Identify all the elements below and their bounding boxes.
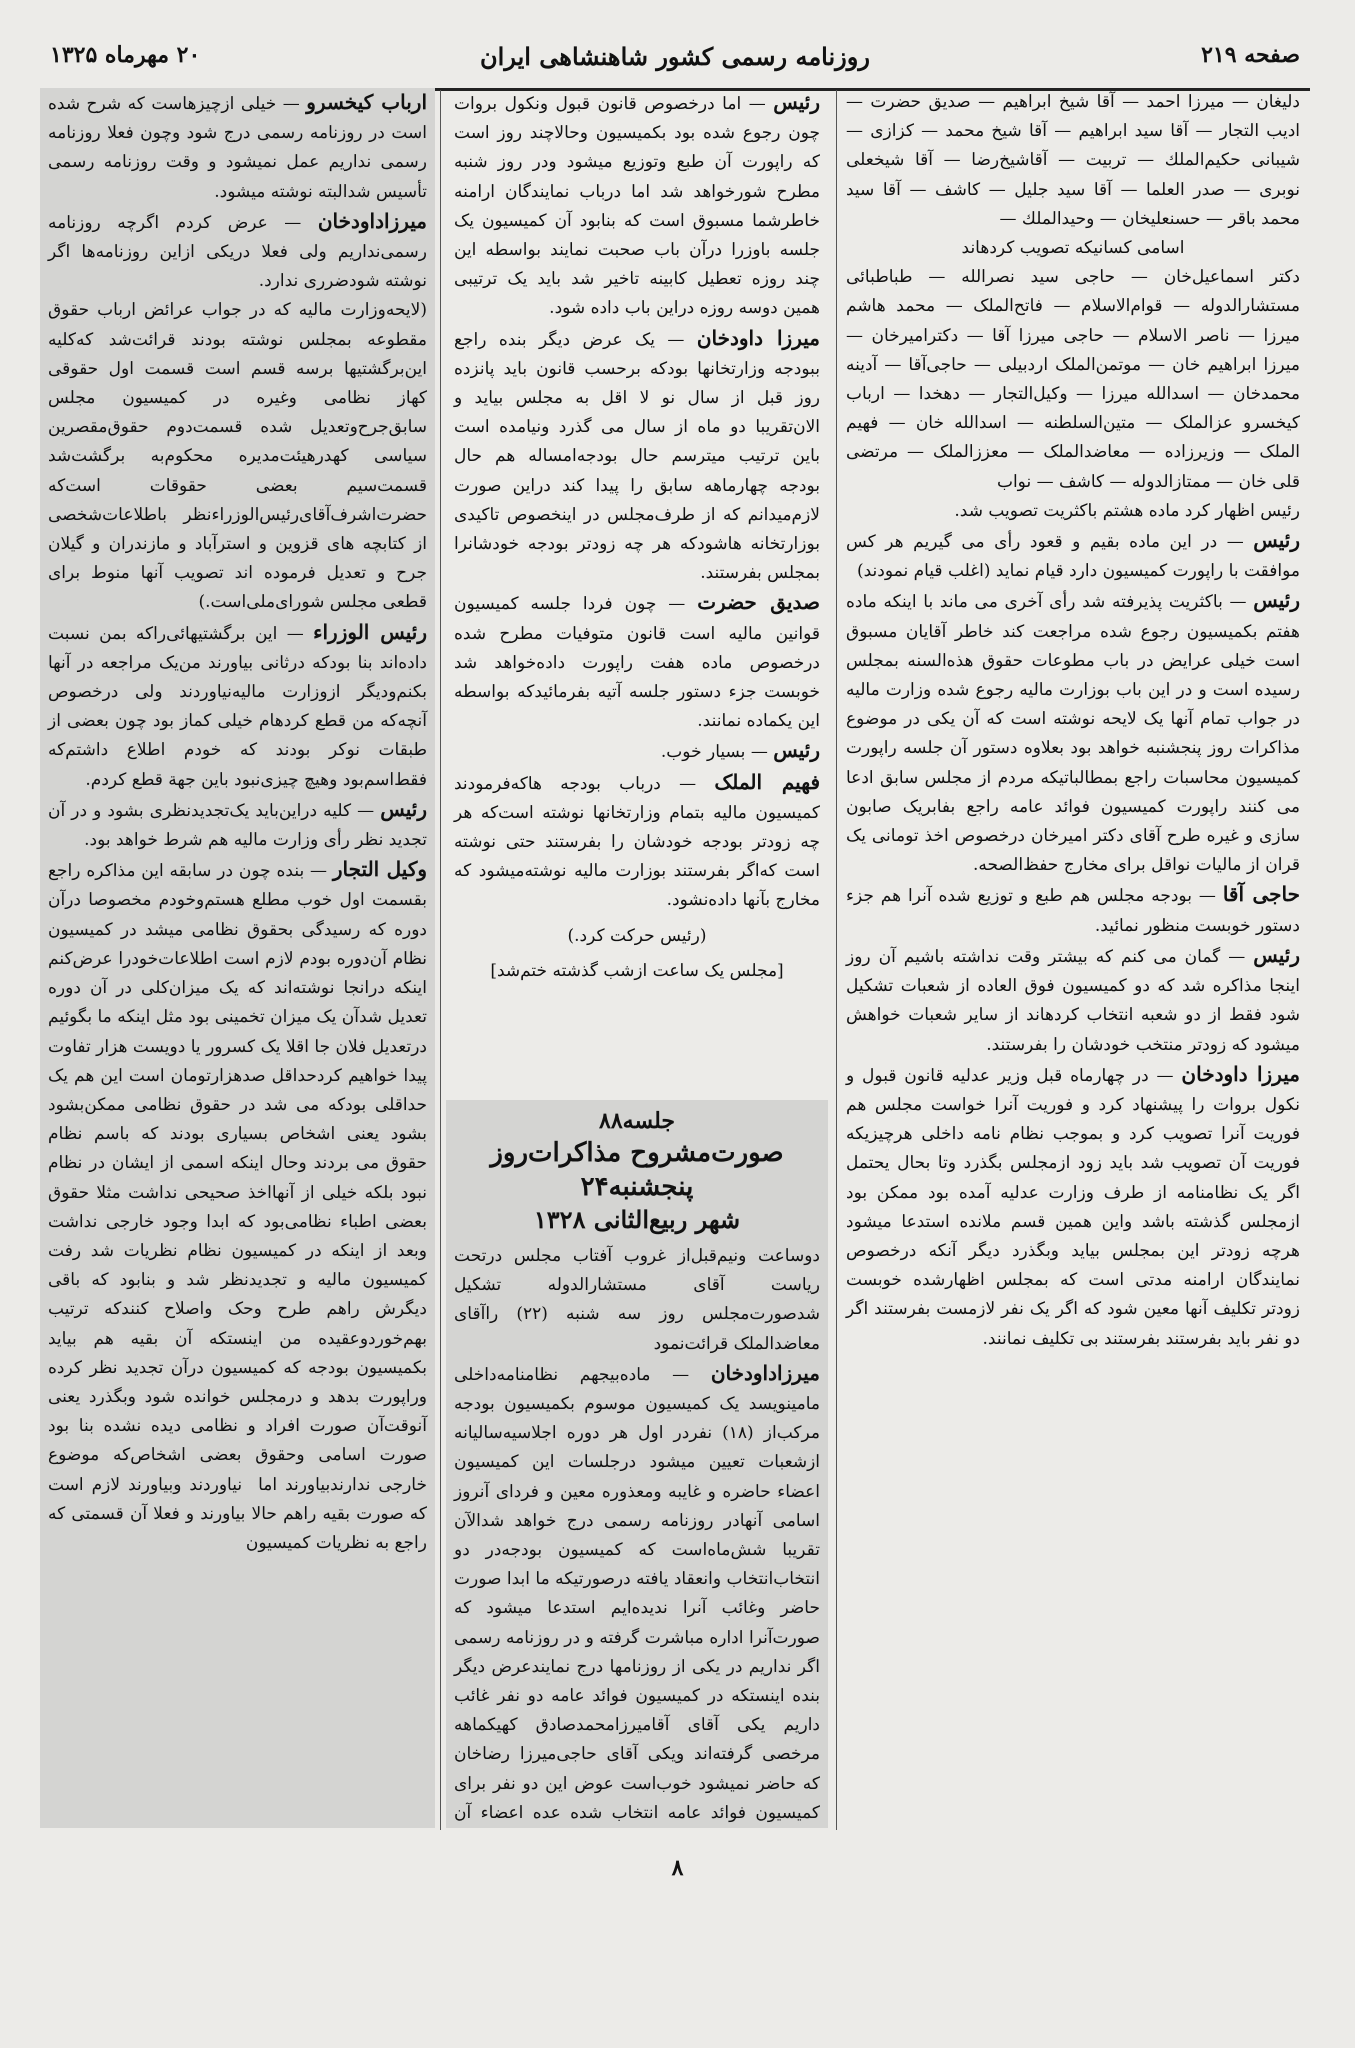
speech [454,1359,820,1828]
speech-text: — این برگشتیهائی‌راکه بمن نسبت داده‌اند بنا بودکه درثانی بیاورند من‌یک مراجعه در آنها بکنم‌ودیگر ازوزارت مالیه‌نیاوردند ولی درخصوص آنچه‌که من قطع کردهام خیلی کماز بود چون بعضی از طبقات نوکر بودند که خودم اطلاع داشتم‌که فقط‌اسم‌بود وهیچ‌ چیزی‌نبود باین جهة قطع کردم. [48,623,427,790]
session-box [446,1100,828,1828]
speech [454,324,820,589]
speech [846,586,1300,880]
column-right [838,88,1308,1828]
speech [48,88,427,207]
issue-date: ۲۰ مهرماه ۱۳۲۵ [50,42,201,68]
paragraph: دکتر اسماعیل‌خان — حاجی سید نصرالله — طباطبائی مستشارالدوله — قوام‌الاسلام — فاتح‌الملک — محمد هاشم میرزا — ناصر الاسلام — حاجی میرزا آقا — دکترامیرخان — میرزا ابراهیم خان — موتمن‌الملک اردبیلی — حاجی‌آقا — آدینه محمدخان — اسدالله میرزا — وکیل‌التجار — دهخدا — ارباب کیخسرو عزالملک — متین‌السلطنه — اسدالله خان — فهیم الملک — وزیرزاده — معاضدالملک — معززالملک — مرتضی قلی خان — ممتازالدوله — کاشف — نواب [846,267,1300,492]
column-divider-left [440,90,441,1830]
speaker-name: رئیس [773,90,820,114]
session-intro: دوساعت ونیم‌قبل‌از غروب آفتاب مجلس درتحت ریاست آقای مستشارالدوله تشکیل شدصورت‌مجلس روز سه شنبه (۲۲) راآقای معاضدالملک قرائت‌نمود [454,1246,820,1354]
speech-text: — درباب بودجه هاکه‌فرمودند کمیسیون مالیه بتمام وزارتخانها نوشته است‌که هر چه زودتر بودجه خودشان را بفرستند حتی نوشته است که‌اگر بفرستند بوزارت مالیه نوشته‌میشود که مخارج بآنها داده‌نشود. [454,773,820,911]
speaker-name: رئیس [1253,588,1300,613]
session-heading [454,1106,820,1236]
paragraph: رئیس اظهار کرد ماده هشتم باکثریت تصویب شد. [954,500,1300,521]
page-header [40,30,1310,91]
speech-text: — ماده‌بیجهم نظامنامه‌داخلی مامینویسد یک کمیسیون موسوم بکمیسیون بودجه مرکب‌از (۱۸) نفردر اول هر دوره اجلاسیه‌سالیانه ازشعبات تعیین میشود درجلسات این کمیسیون اعضاء حاضره و غایبه ومعذوره معین و فردای آنروز اسامی آنهادر روزنامه رسمی درج خواهد شد‌الآن تقریبا شش‌ماه‌است که کمیسیون بودجه‌در دو انتخاب‌انتخاب وانعقاد یافته درصورتیکه ما ابدا صورت حاضر وغائب آنرا ندیده‌ایم استدعا میشود که صورت‌آنرا اداره مباشرت گرفته و در روزنامه رسمی اگر نداریم در یکی از روزنامها درج نمایندعرض دیگر بنده اینستکه در کمیسیون فوائد عامه دو نفر غائب داریم یکی آقای آقامیرزامحمدصادق کهیکماهه مرخصی گرفته‌اند ویکی آقای حاجی‌میرزا رضاخان که حاضر نمیشود خوب‌است عوض این دو نفر برای کمیسیون فوائد عامه انتخاب شده عده اعضاء آن [454,1364,820,1823]
speech-text: — خیلی ازچیزهاست که شرح شده است در روزنامه رسمی درج شود وچون فعلا روزنامه رسمی نداریم عمل نمیشود و وقت روزنامه رسمی تأسیس شدالبته نوشته میشود. [48,94,427,202]
paragraph-heading: اسامی کسانیکه تصویب کردهاند [961,238,1185,259]
footnote: (رئیس حرکت کرد.) [567,925,707,946]
column-middle [446,88,828,1103]
session-label: جلسه۸۸ [599,1108,675,1134]
speech [454,736,820,767]
speech [48,207,427,297]
speech [454,588,820,736]
speech-text: — یک عرض دیگر بنده راجع ببودجه وزارتخانها بودکه برحسب قانون باید پانزده روز قبل از سال نو لا اقل به مجلس بیاید و الان‌تقریبا دو ماه از سال می گذرد ونیامده است باین ترتیب میترسم حال بودجه‌امساله هم حال بودجه چهارماهه سابق را پیدا کند دراین صورت لازم‌میدانم که از طرف‌مجلس در اینخصوص تاکیدی بوزارتخانه هاشودکه هر چه زودتر بودجه خودشانرا بمجلس بفرستند. [454,329,820,584]
speech [454,88,820,324]
ministry-bill-note: (لایحه‌وزارت مالیه که در جواب عرائض ارباب حقوق مقطوعه بمجلس نوشته بودند قرائت‌شد که‌کلیه این‌برگشتیها برسه قسم است قسمت اول حقوقی کهاز نظامی وغیره در کمیسیون مجلس سابق‌جرح‌وتعدیل شده قسمت‌دوم حقوق‌مقصرین سیاسی کهدرهیئت‌مدیره محکوم‌به برگشت‌شد قسمت‌سیم بعضی حقوقات است‌که حضرت‌اشرف‌آقای‌رئیس‌الوزراءنظر باطلاعات‌شخصی از کتابچه های قزوین و استرآباد و مازندران و گیلان جرح و تعدیل فرموده اند تصویب آنها منوط برای قطعی مجلس شورای‌ملی‌است.) [48,300,427,613]
newspaper-title: روزنامه رسمی کشور شاهنشاهی ایران [480,42,870,71]
speech-text: — بودجه مجلس هم طبع و توزیع شده آنرا هم جزء دستور خوبست منظور نمائید. [846,886,1300,936]
speaker-name: میرزا داودخان [1181,1061,1300,1086]
speaker-name: رئیس [1253,528,1300,553]
page-footer-number: ۸ [671,1855,684,1881]
speech-text: — عرض کردم اگرچه روزنامه رسمی‌نداریم ولی فعلا دریکی ازاین روزنامه‌ها اگر نوشته شودضرری ندارد. [48,212,427,292]
speaker-name: میرزاداودخان [317,208,428,233]
speaker-name: رئیس [380,796,427,821]
speech-text: — گمان می کنم که بیشتر وقت نداشته باشیم آن روز اینجا مذاکره شد که دو کمیسیون فوق العاده از شعبات تشکیل شود فقط از دو شعبه انتخاب کردهاند از سایر شعبات خواهش میشود که زودتر منتخب خودشان را بفرستند. [846,946,1300,1055]
speech [48,855,427,1558]
speech-text: — کلیه دراین‌باید یک‌تجدیدنظری بشود و در آن تجدید نظر رأی وزارت مالیه هم شرط خواهد بود. [48,800,427,851]
session-title-line2: شهر ربیع‌الثانی ۱۳۲۸ [533,1205,741,1234]
speaker-name: حاجی آقا [1222,882,1301,907]
speaker-name: رئیس [773,738,820,763]
speech [48,795,427,855]
speech-text: — در این ماده بقیم و قعود رأی می گیریم هر کس موافقت با راپورت کمیسیون دارد قیام نماید (اغلب قیام نمودند) [846,532,1300,582]
speaker-name: میرزاداودخان [710,1360,821,1385]
speech [846,1060,1300,1354]
speech-text: — اما درخصوص قانون قبول ونکول بروات چون رجوع شده بود بکمیسیون وحالاچند روز است که راپورت آن طبع وتوزیع میشود ودر روز شنبه مطرح شورخواهد شد اما درباب نمایندگان ارامنه خاطرشما مسبوق است که بنابود آن کمیسیون یک جلسه باوزرا درآن باب صحبت نمایند بواسطه این چند روزه تعطیل کابینه تاخیر شد باید یک ترتیبی همین دوسه روزه دراین باب داده شود. [454,94,820,319]
speech [454,768,820,916]
speech-text: — بنده چون در سابقه این مذاکره راجع بقسمت اول خوب مطلع هستم‌وخودم مخصوصا درآن دوره که رسیدگی بحقوق نظامی میشد در کمیسیون نظام آن‌دوره بودم لازم است اطلاعات‌خودرا عرض‌کنم اینکه درانجا نوشته‌اند که یک میزان‌کلی در آن دوره تعدیل شدآن یک میزان تخمینی بود مثل اینکه ما بگوئیم در‌تعدیل فلان جا اقلا یک کسرور یا دویست هزار تفاوت پیدا خواهیم کردحداقل صدهزارتومان است این هم یک حداقلی بودکه می شد در حقوق نظامی ممکن‌بشود بشود یعنی اشخاص بسیاری بودند که باسم نظام حقوق می بردند وحال اینکه اسمی از ایشان در نظام نبود بلکه خیلی از آنها‌اخذ صحیحی نداشت مثلا حقوق بعضی اطباء نظامی‌بود که ابدا وجود خارجی نداشت وبعد از اینکه در کمیسیون نظام نظریات شد رفت کمیسیون مالیه و تجدید‌نظر شد و بنابود که باقی دیگرش راهم طرح وحک واصلاح کنندکه ترتیب بهم‌خورد‌و‌عقیده من اینستکه آن بقیه هم بیاید بکمیسیون بودجه که کمیسیون درآن تجدید نظر کرده وراپورت بدهد و درمجلس خوانده شود وبگذرد یعنی آنوقت‌آن صورت افراد و نظامی دیده نشده بنا بود صورت اسامی وحقوق بعضی اشخاص‌که موضوع خارجی ندارند‌بیاورند‌ اما ‌ نیاوردند وبیاورند لازم است که صورت بقیه راهم حالا بیاورند و فعلا آن قسمتی که راجع به نظریات کمیسیون [48,861,427,1553]
column-left [40,88,435,1828]
speaker-name: میرزا داودخان [696,325,820,350]
speech-text: — باکثریت پذیرفته شد رأی آخری می ماند با اینکه ماده هفتم بکمیسیون رجوع شده مراجعت کند خاطر آقایان مسبوق است خیلی عرایض در باب مطوعات حقوق هذه‌السنه بمجلس رسیده است و در این باب بوزارت مالیه رجوع شده وزارت مالیه در جواب تمام آنها یک لایحه نوشته است که آن یکی در موضوع مذاکرات روز پنجشنبه خواهد بود بعلاوه دستور آن جلسه راپورت کمیسیون محاسبات راجع بمطالباتیکه مردم از مجلس سابق ادعا می کنند راپورت کمیسیون فوائد عامه راجع بفابریک صابون سازی و غیره طرح آقای دکتر امیرخان درخصوص اخذ تومانی یک قران از مالیات نواقل برای مخارج حفظ‌الصحه. [846,592,1300,876]
speaker-name: ارباب کیخسرو [306,90,427,114]
speaker-name: رئیس [1253,942,1300,967]
session-title-line1: صورت‌مشروح مذاکرات‌روز پنجشنبه۲۴ [490,1138,784,1202]
column-divider-right [836,90,837,1830]
speech [846,941,1300,1060]
paragraph: دليغان — ميرزا احمد — آقا شيخ ابراهيم — صديق حضرت — اديب التجار — آقا سيد ابراهيم — آقا شيخ محمد — كزازى — شيبانى حكيم‌الملك — تربيت — آقاشيخ‌رضا — آقا شيخعلى نوبرى — صدر العلما — آقا سيد جليل — كاشف — آقا سيد محمد باقر — حسنعليخان — وحيدالملك — [846,92,1300,229]
speech-text: — چون فردا جلسه کمیسیون قوانین مالیه است قانون متوفیات مطرح شده درخصوص ماده هفت راپورت داده‌خواهد شد خوبست جزء دستور جلسه آتیه بفرمائیدکه بواسطه این یکماده نمانند. [454,594,820,732]
speaker-name: وکیل التجار [332,857,428,882]
speaker-name: صدیق حضرت [697,590,820,615]
speech-text: — بسیار خوب. [660,742,768,763]
footnote: [مجلس یک ساعت ازشب گذشته ختم‌شد] [490,960,784,981]
speech [846,880,1300,940]
speaker-name: فهیم الملک [714,769,821,794]
speech [846,526,1300,586]
speech [48,618,427,795]
speaker-name: رئیس الوزراء [313,619,428,644]
speech-text: — در چهارماه قبل وزیر عدلیه قانون قبول و نکول بروات را پیشنهاد کرد و فوریت آنرا خواست مجلس هم فوریت آنرا تصویب کرد و بموجب نظام نامه داخلی هرچیزیکه فوریت آن تصویب شد باید زود ازمجلس بگذرد وتا بحال یحتمل اگر یک نظامنامه از طرف وزارت عدلیه آمده بود ممکن بود ازمجلس گذشته باشد واین همین قسم ملانده استدعا میشود هرچه زودتر این بمجلس بیاید وبگذرد دیگر آنکه درخصوص نمایندگان ارامنه مدتی است که بمجلس اظهارشده خوبست زودتر تکلیف آنها معین شود که اگر یک نفر لازمست بفرستند اگر دو نفر باید بفرستند بفرستند بی تکلیف نمانند. [846,1065,1300,1349]
page-number-label: صفحه ۲۱۹ [1201,42,1300,68]
